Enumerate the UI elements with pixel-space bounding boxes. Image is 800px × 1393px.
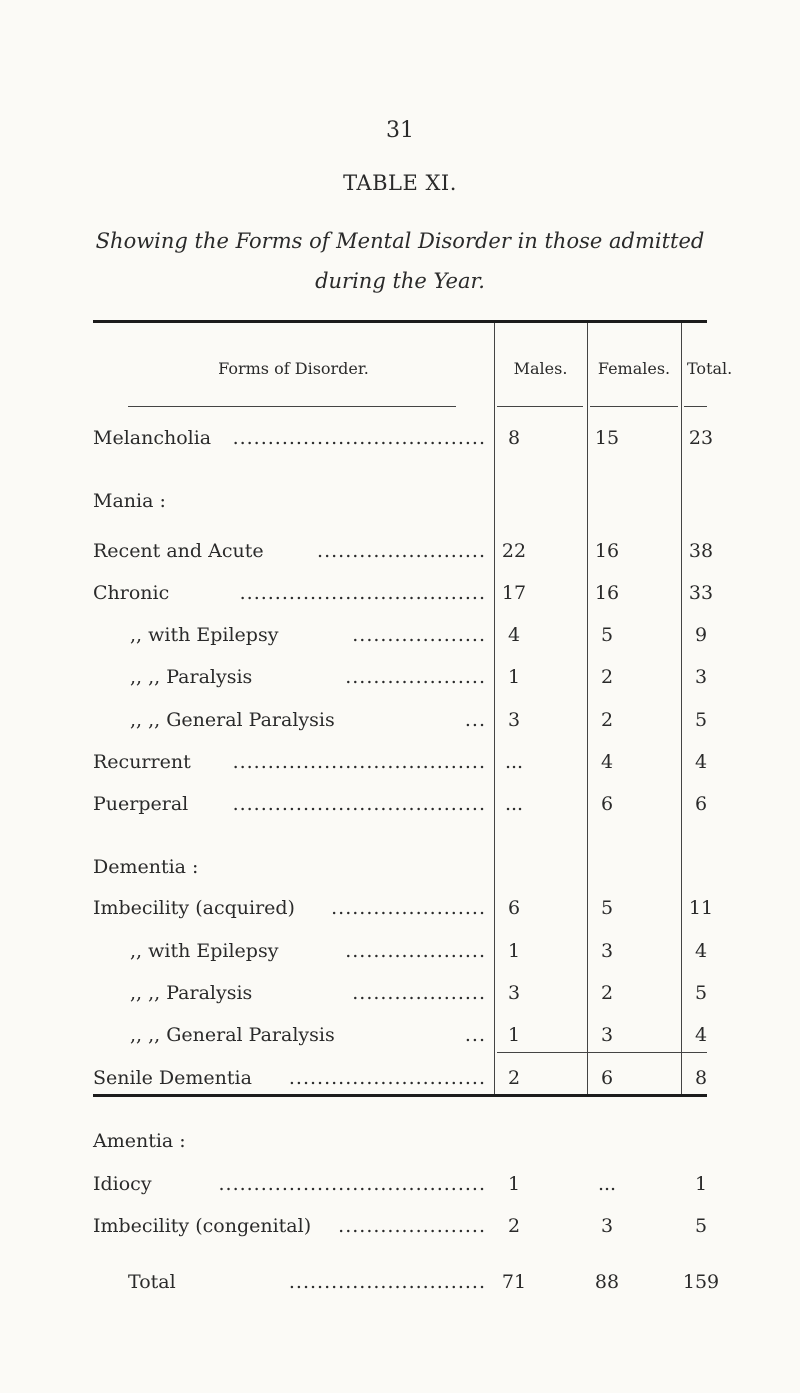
row-leader-dots: .................... xyxy=(345,666,486,688)
males-value: 2 xyxy=(507,1215,521,1237)
females-value: 2 xyxy=(600,666,614,688)
row-leader-dots: ................................... xyxy=(239,582,486,604)
row-label: Total xyxy=(128,1271,176,1293)
females-value: 16 xyxy=(594,582,620,604)
table-row xyxy=(0,427,800,467)
row-label: Mania : xyxy=(93,490,166,512)
males-value: 1 xyxy=(507,1024,521,1046)
total-value: 6 xyxy=(694,793,708,815)
row-leader-dots: ................... xyxy=(352,982,486,1004)
total-value: 4 xyxy=(694,940,708,962)
males-value: ... xyxy=(504,793,524,815)
females-value: 15 xyxy=(594,427,620,449)
header-underline xyxy=(590,406,678,407)
row-label: Melancholia xyxy=(93,427,212,449)
table-row xyxy=(0,624,800,664)
table-row xyxy=(0,490,800,530)
males-value: 3 xyxy=(507,982,521,1004)
table-subtitle-line2: during the Year. xyxy=(315,269,485,293)
row-label: Chronic xyxy=(93,582,170,604)
total-value: 8 xyxy=(694,1067,708,1089)
row-leader-dots: ... xyxy=(464,1024,486,1046)
row-leader-dots: ..................... xyxy=(338,1215,486,1237)
table-row xyxy=(0,1024,800,1064)
males-value: 6 xyxy=(507,897,521,919)
females-value: 6 xyxy=(600,1067,614,1089)
row-leader-dots: .................................... xyxy=(232,793,486,815)
row-leader-dots: .................................... xyxy=(232,427,486,449)
females-value: 88 xyxy=(594,1271,620,1293)
header-forms: Forms of Disorder. xyxy=(218,359,369,378)
males-value: 17 xyxy=(501,582,527,604)
females-value: 2 xyxy=(600,709,614,731)
total-value: 5 xyxy=(694,982,708,1004)
row-label: ,, with Epilepsy xyxy=(130,940,279,962)
row-leader-dots: .................................... xyxy=(232,751,486,773)
table-row xyxy=(0,540,800,580)
table-row xyxy=(0,856,800,896)
males-value: 4 xyxy=(507,624,521,646)
page-number: 31 xyxy=(386,118,414,143)
table-row xyxy=(0,897,800,937)
row-leader-dots: ............................ xyxy=(288,1067,486,1089)
total-value: 23 xyxy=(688,427,714,449)
total-value: 4 xyxy=(694,1024,708,1046)
total-value: 1 xyxy=(694,1173,708,1195)
females-value: 3 xyxy=(600,1215,614,1237)
females-value: 2 xyxy=(600,982,614,1004)
header-total: Total. xyxy=(687,359,733,378)
males-value: 22 xyxy=(501,540,527,562)
table-row xyxy=(0,582,800,622)
table-top-rule xyxy=(93,320,707,323)
header-underline xyxy=(497,406,583,407)
table-row xyxy=(0,1173,800,1213)
males-value: 8 xyxy=(507,427,521,449)
row-leader-dots: ................... xyxy=(352,624,486,646)
table-title: TABLE XI. xyxy=(343,171,457,195)
row-label: ,, ,, Paralysis xyxy=(130,666,253,688)
females-value: 3 xyxy=(600,1024,614,1046)
row-label: ,, ,, Paralysis xyxy=(130,982,253,1004)
row-label: Dementia : xyxy=(93,856,199,878)
row-label: Recurrent xyxy=(93,751,191,773)
females-value: ... xyxy=(597,1173,617,1195)
header-underline xyxy=(128,406,456,407)
table-row xyxy=(0,751,800,791)
females-value: 16 xyxy=(594,540,620,562)
females-value: 4 xyxy=(600,751,614,773)
males-value: 1 xyxy=(507,1173,521,1195)
row-leader-dots: ... xyxy=(464,709,486,731)
males-value: 2 xyxy=(507,1067,521,1089)
row-leader-dots: ...................... xyxy=(331,897,486,919)
males-value: 1 xyxy=(507,666,521,688)
header-males: Males. xyxy=(513,359,568,378)
row-label: Amentia : xyxy=(93,1130,186,1152)
row-label: Imbecility (acquired) xyxy=(93,897,295,919)
total-value: 38 xyxy=(688,540,714,562)
table-row xyxy=(0,1130,800,1170)
row-label: Recent and Acute xyxy=(93,540,264,562)
table-row xyxy=(0,793,800,833)
females-value: 5 xyxy=(600,624,614,646)
males-value: 1 xyxy=(507,940,521,962)
males-value: 71 xyxy=(501,1271,527,1293)
table-row xyxy=(0,940,800,980)
total-value: 11 xyxy=(688,897,714,919)
males-value: 3 xyxy=(507,709,521,731)
row-label: Puerperal xyxy=(93,793,189,815)
females-value: 6 xyxy=(600,793,614,815)
total-value: 159 xyxy=(682,1271,720,1293)
total-value: 5 xyxy=(694,1215,708,1237)
row-leader-dots: ........................ xyxy=(317,540,486,562)
row-label: ,, ,, General Paralysis xyxy=(130,709,335,731)
row-label: Senile Dementia xyxy=(93,1067,252,1089)
males-value: ... xyxy=(504,751,524,773)
row-label: Imbecility (congenital) xyxy=(93,1215,312,1237)
table-subtitle-line1: Showing the Forms of Mental Disorder in those admitted xyxy=(95,229,705,253)
header-underline xyxy=(684,406,707,407)
header-females: Females. xyxy=(597,359,671,378)
row-label: ,, ,, General Paralysis xyxy=(130,1024,335,1046)
row-leader-dots: ............................ xyxy=(288,1271,486,1293)
total-value: 4 xyxy=(694,751,708,773)
total-value: 33 xyxy=(688,582,714,604)
table-row xyxy=(0,982,800,1022)
total-value: 9 xyxy=(694,624,708,646)
total-value: 5 xyxy=(694,709,708,731)
table-row xyxy=(0,1215,800,1255)
total-row xyxy=(0,1271,800,1311)
table-row xyxy=(0,1067,800,1107)
females-value: 3 xyxy=(600,940,614,962)
females-value: 5 xyxy=(600,897,614,919)
row-label: ,, with Epilepsy xyxy=(130,624,279,646)
row-label: Idiocy xyxy=(93,1173,152,1195)
row-leader-dots: ...................................... xyxy=(218,1173,486,1195)
row-leader-dots: .................... xyxy=(345,940,486,962)
total-value: 3 xyxy=(694,666,708,688)
table-row xyxy=(0,709,800,749)
table-row xyxy=(0,666,800,706)
